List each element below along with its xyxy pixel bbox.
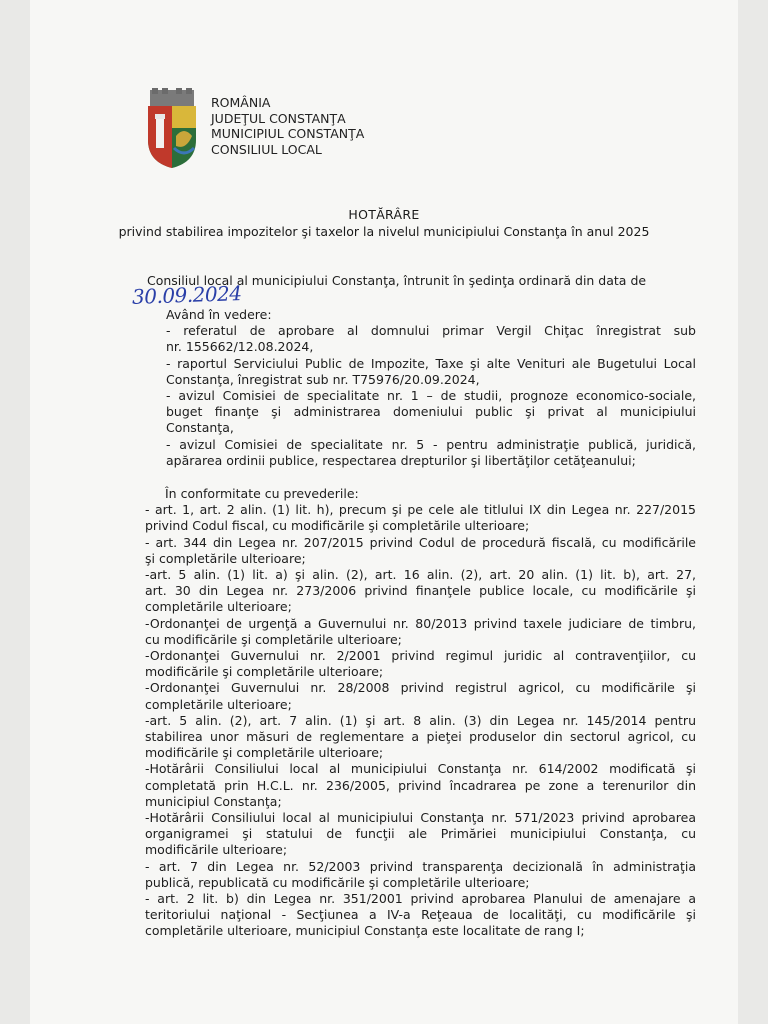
conformity-line: privind Codul fiscal, cu modificările şi completările ulterioare; [145, 518, 530, 534]
conformity-line: -art. 5 alin. (2), art. 7 alin. (1) şi art. 8 alin. (3) din Legea nr. 145/2014 pentru [145, 712, 696, 728]
issuing-authority [211, 95, 364, 157]
conformity-line: -Hotărârii Consiliului local al municipiului Constanţa nr. 614/2002 modificată şi [145, 761, 696, 777]
considering-line: - raportul Serviciului Public de Impozite, Taxe şi alte Venituri ale Bugetului Local [166, 355, 696, 371]
conformity-line: municipiul Constanţa; [145, 793, 282, 809]
considering-line: apărarea ordinii publice, respectarea drepturilor şi libertăţilor cetăţeanului; [166, 452, 636, 468]
conformity-line: - art. 344 din Legea nr. 207/2015 privind Codul de procedură fiscală, cu modificările [145, 534, 696, 550]
considering-line: Constanţa, [166, 420, 234, 436]
conformity-line: art. 30 din Legea nr. 273/2006 privind finanţele publice locale, cu modificările şi [145, 583, 696, 599]
conformity-line: modificările şi completările ulterioare; [145, 745, 384, 761]
header-line-municipality: MUNICIPIUL CONSTANŢA [211, 126, 365, 141]
intro-paragraph: Consiliul local al municipiului Constanţa, întrunit în şedinţa ordinară din data de [147, 273, 647, 288]
conformity-line: -Ordonanţei Guvernului nr. 2/2001 privind regimul juridic al contravenţiilor, cu [145, 648, 696, 664]
document-title: HOTĂRÂRE [348, 207, 420, 222]
conformity-line: şi completările ulterioare; [145, 550, 306, 566]
conformity-line: completările ulterioare; [145, 696, 292, 712]
header-line-country: ROMÂNIA [211, 95, 271, 110]
considering-line: buget finanţe şi administrarea domeniului public şi privat al municipiului [166, 404, 696, 420]
considering-line: - avizul Comisiei de specialitate nr. 5 - pentru administraţie publică, juridică, [166, 436, 696, 452]
considering-line: Constanţa, înregistrat sub nr. T75976/20.09.2024, [166, 371, 480, 387]
conformity-line: cu modificările şi completările ulterioare; [145, 631, 402, 647]
conformity-line: publică, republicată cu modificările şi completările ulterioare; [145, 874, 530, 890]
header-line-council: CONSILIUL LOCAL [211, 141, 322, 157]
conformity-line: -Ordonanţei de urgenţă a Guvernului nr. 80/2013 privind taxele judiciare de timbru, [145, 615, 696, 631]
document-subtitle: privind stabilirea impozitelor şi taxelor la nivelul municipiului Constanţa în anul 2025 [118, 224, 650, 239]
conformity-line: - art. 2 lit. b) din Legea nr. 351/2001 privind aprobarea Planului de amenajare a [145, 891, 696, 907]
conformity-label: În conformitate cu prevederile: [165, 486, 359, 501]
conformity-line: organigramei şi statului de funcţii ale Primăriei municipiului Constanţa, cu [145, 826, 696, 842]
header-line-county: JUDEŢUL CONSTANŢA [211, 110, 346, 126]
considering-line: - referatul de aprobare al domnului primar Vergil Chiţac înregistrat sub [166, 323, 696, 339]
considering-line: - avizul Comisiei de specialitate nr. 1 – de studii, prognoze economico-sociale, [166, 388, 696, 404]
considering-label: Având în vedere: [166, 307, 272, 322]
conformity-line: teritoriului naţional - Secţiunea a IV-a Reţeaua de localităţi, cu modificările şi [145, 907, 696, 923]
conformity-line: -Ordonanţei Guvernului nr. 28/2008 privind registrul agricol, cu modificările şi [145, 680, 696, 696]
conformity-line: stabilirea unor măsuri de reglementare a pieţei produselor din sectorul agricol, cu [145, 729, 696, 745]
conformity-line: modificările şi completările ulterioare; [145, 664, 384, 680]
conformity-line: - art. 1, art. 2 alin. (1) lit. h), precum şi pe cele ale titlului IX din Legea nr. 227/2015 [145, 502, 696, 518]
conformity-line: -art. 5 alin. (1) lit. a) şi alin. (2), art. 16 alin. (2), art. 20 alin. (1) lit. b), art. 27, [145, 567, 696, 583]
conformity-section [145, 486, 696, 940]
handwritten-meeting-date: 30.09.2024 [131, 281, 242, 309]
conformity-line: completată prin H.C.L. nr. 236/2005, privind încadrarea pe zone a terenurilor din [145, 777, 696, 793]
constanta-coat-of-arms-icon [146, 88, 198, 168]
considering-section [166, 307, 696, 469]
conformity-line: completările ulterioare, municipiul Constanţa este localitate de rang I; [145, 923, 585, 939]
conformity-line: modificările ulterioare; [145, 842, 288, 858]
conformity-line: completările ulterioare; [145, 599, 292, 615]
considering-line: nr. 155662/12.08.2024, [166, 339, 314, 355]
conformity-line: - art. 7 din Legea nr. 52/2003 privind transparenţa decizională în administraţia [145, 858, 696, 874]
conformity-line: -Hotărârii Consiliului local al municipiului Constanţa nr. 571/2023 privind aprobarea [145, 810, 696, 826]
